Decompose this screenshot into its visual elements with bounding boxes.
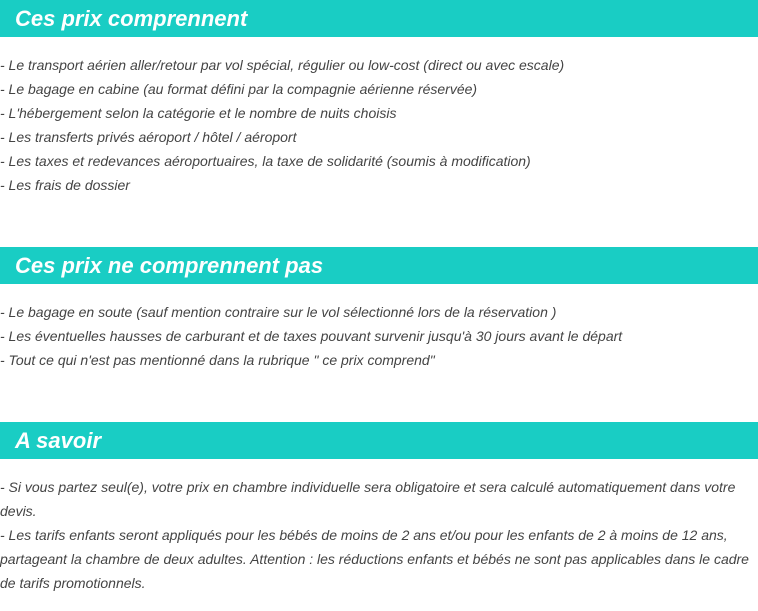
list-item: - Tout ce qui n'est pas mentionné dans la rubrique " ce prix comprend" [0, 352, 435, 368]
list-item: - Les tarifs enfants seront appliqués pour les bébés de moins de 2 ans et/ou pour les enfants de 2 à moins de 12 ans, partageant la chambre de deux adultes. Attention : les réductions enfants et bébés ne sont pas applicables dans le cadre de tarifs promotionnels. [0, 527, 749, 591]
included-list [0, 53, 756, 197]
section-title-good-to-know: A savoir [0, 422, 758, 459]
list-item: - Les frais de dossier [0, 177, 130, 193]
list-item: - Les éventuelles hausses de carburant et de taxes pouvant survenir jusqu'à 30 jours avant le départ [0, 328, 623, 344]
not-included-list [0, 300, 756, 372]
list-item: - Si vous partez seul(e), votre prix en chambre individuelle sera obligatoire et sera calculé automatiquement dans votre devis. [0, 479, 736, 519]
section-title-not-included: Ces prix ne comprennent pas [0, 247, 758, 284]
list-item: - L'hébergement selon la catégorie et le nombre de nuits choisis [0, 105, 397, 121]
list-item: - Les transferts privés aéroport / hôtel / aéroport [0, 129, 297, 145]
list-item: - Le bagage en cabine (au format défini par la compagnie aérienne réservée) [0, 81, 478, 97]
list-item: - Le transport aérien aller/retour par vol spécial, régulier ou low-cost (direct ou avec escale) [0, 57, 565, 73]
section-title-included: Ces prix comprennent [0, 0, 758, 37]
list-item: - Le bagage en soute (sauf mention contraire sur le vol sélectionné lors de la réservation ) [0, 304, 557, 320]
good-to-know-list [0, 475, 756, 595]
list-item: - Les taxes et redevances aéroportuaires, la taxe de solidarité (soumis à modification) [0, 153, 531, 169]
